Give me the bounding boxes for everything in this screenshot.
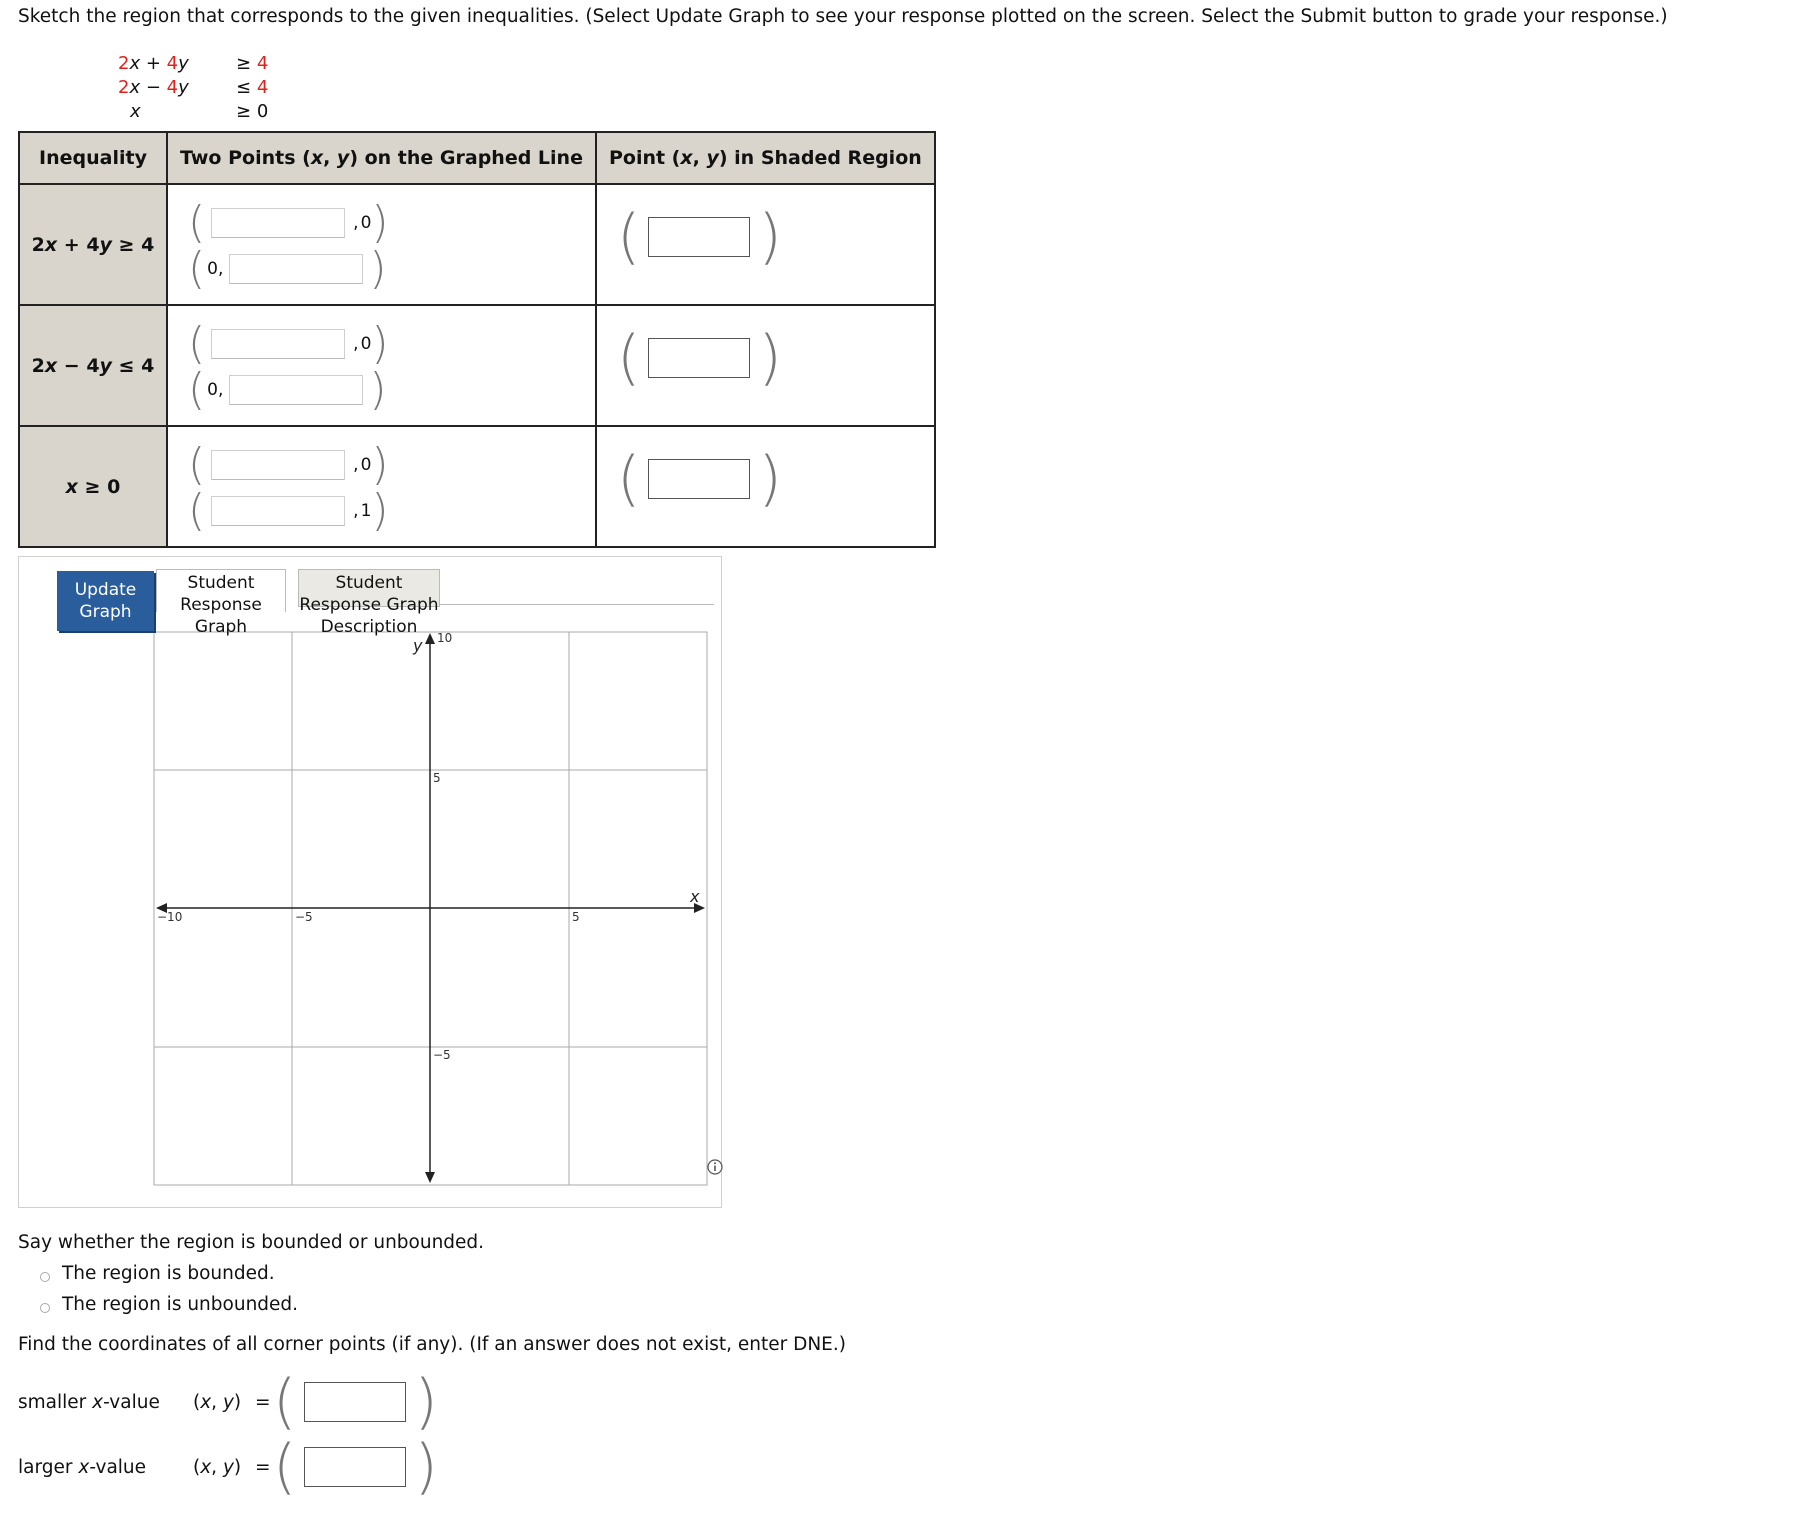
header-inequality: Inequality xyxy=(19,132,167,184)
corner-row-smaller: smaller x-value (x, y) = ( ) xyxy=(18,1367,438,1437)
table-header-row xyxy=(19,132,935,184)
point-1: ( , 0 ) xyxy=(188,439,389,490)
point-1-x-input[interactable] xyxy=(211,208,345,238)
y-tick-label: 5 xyxy=(433,771,441,785)
inequality-label: 2x − 4y ≤ 4 xyxy=(19,305,167,426)
tab-divider xyxy=(439,604,714,605)
inequality-system xyxy=(118,52,276,124)
y-axis-arrow-up xyxy=(425,633,435,644)
radio-bounded-label: The region is bounded. xyxy=(62,1263,275,1284)
inequality-label: x ≥ 0 xyxy=(19,426,167,547)
shaded-point-input[interactable] xyxy=(648,459,750,499)
shaded-point-cell: ( ) xyxy=(596,184,935,305)
radio-unbounded-label: The region is unbounded. xyxy=(62,1294,299,1315)
y-axis-arrow-down xyxy=(425,1172,435,1183)
corner-larger-input[interactable] xyxy=(304,1447,406,1487)
radio-circle[interactable] xyxy=(40,1303,50,1313)
corner-label-smaller: smaller x-value xyxy=(18,1391,160,1413)
table-row xyxy=(19,426,935,547)
point-1-x-input[interactable] xyxy=(211,329,345,359)
points-cell xyxy=(167,426,596,547)
y-tick-label: −5 xyxy=(433,1048,451,1062)
equals-sign: = xyxy=(255,1391,271,1413)
tab-student-response-graph[interactable]: Student Response Graph xyxy=(156,569,286,612)
point-1: ( , 0 ) xyxy=(188,197,389,248)
corner-row-larger: larger x-value (x, y) = ( ) xyxy=(18,1432,438,1502)
x-tick-label: −10 xyxy=(157,910,183,924)
equals-sign: = xyxy=(255,1456,271,1478)
system-row-2: 2x − 4y ≤ 4 xyxy=(118,77,269,98)
y-axis-label: y xyxy=(413,636,423,655)
point-1-x-input[interactable] xyxy=(211,450,345,480)
point-2: ( 0, ) xyxy=(188,364,387,415)
shaded-point-cell: ( ) xyxy=(596,305,935,426)
xy-label: (x, y) xyxy=(193,1391,242,1413)
x-tick-label: −5 xyxy=(295,910,313,924)
point-2: ( 0, ) xyxy=(188,243,387,294)
x-axis-label: x xyxy=(690,887,700,906)
x-tick-label: 5 xyxy=(572,910,580,924)
system-row-3: x ≥ 0 xyxy=(130,101,269,122)
point-2-y-input[interactable] xyxy=(229,254,363,284)
system-row-1: 2x + 4y ≥ 4 xyxy=(118,53,269,74)
inequality-label: 2x + 4y ≥ 4 xyxy=(19,184,167,305)
xy-label: (x, y) xyxy=(193,1456,242,1478)
points-cell xyxy=(167,184,596,305)
graph-canvas[interactable] xyxy=(19,557,721,1207)
radio-circle[interactable] xyxy=(40,1272,50,1282)
info-icon[interactable] xyxy=(707,1159,723,1175)
table-row xyxy=(19,184,935,305)
tab-student-response-graph-description[interactable]: Student Response Graph Description xyxy=(298,569,440,607)
corner-label-larger: larger x-value xyxy=(18,1456,147,1478)
header-two-points: Two Points (x, y) on the Graphed Line xyxy=(167,132,596,184)
table-row xyxy=(19,305,935,426)
header-shaded-point: Point (x, y) in Shaded Region xyxy=(596,132,935,184)
y-tick-label: 10 xyxy=(437,631,453,645)
point-2-y-input[interactable] xyxy=(229,375,363,405)
inequality-table xyxy=(18,131,936,548)
points-cell xyxy=(167,305,596,426)
shaded-point-cell: ( ) xyxy=(596,426,935,547)
bounded-question: Say whether the region is bounded or unbounded. xyxy=(18,1232,485,1253)
point-2-x-input[interactable] xyxy=(211,496,345,526)
question-prompt: Sketch the region that corresponds to the given inequalities. (Select Update Graph to see your response plotted on the screen. Select the Submit button to grade your response.) xyxy=(18,6,1668,27)
shaded-point-input[interactable] xyxy=(648,338,750,378)
graph-panel xyxy=(18,556,722,1208)
point-1: ( , 0 ) xyxy=(188,318,389,369)
corner-smaller-input[interactable] xyxy=(304,1382,406,1422)
update-graph-button[interactable]: Update Graph xyxy=(57,571,154,631)
point-2: ( , 1 ) xyxy=(188,485,389,536)
radio-bounded[interactable] xyxy=(40,1263,275,1284)
corner-points-question: Find the coordinates of all corner points (if any). (If an answer does not exist, enter DNE.) xyxy=(18,1334,846,1355)
radio-unbounded[interactable] xyxy=(40,1294,298,1315)
shaded-point-input[interactable] xyxy=(648,217,750,257)
